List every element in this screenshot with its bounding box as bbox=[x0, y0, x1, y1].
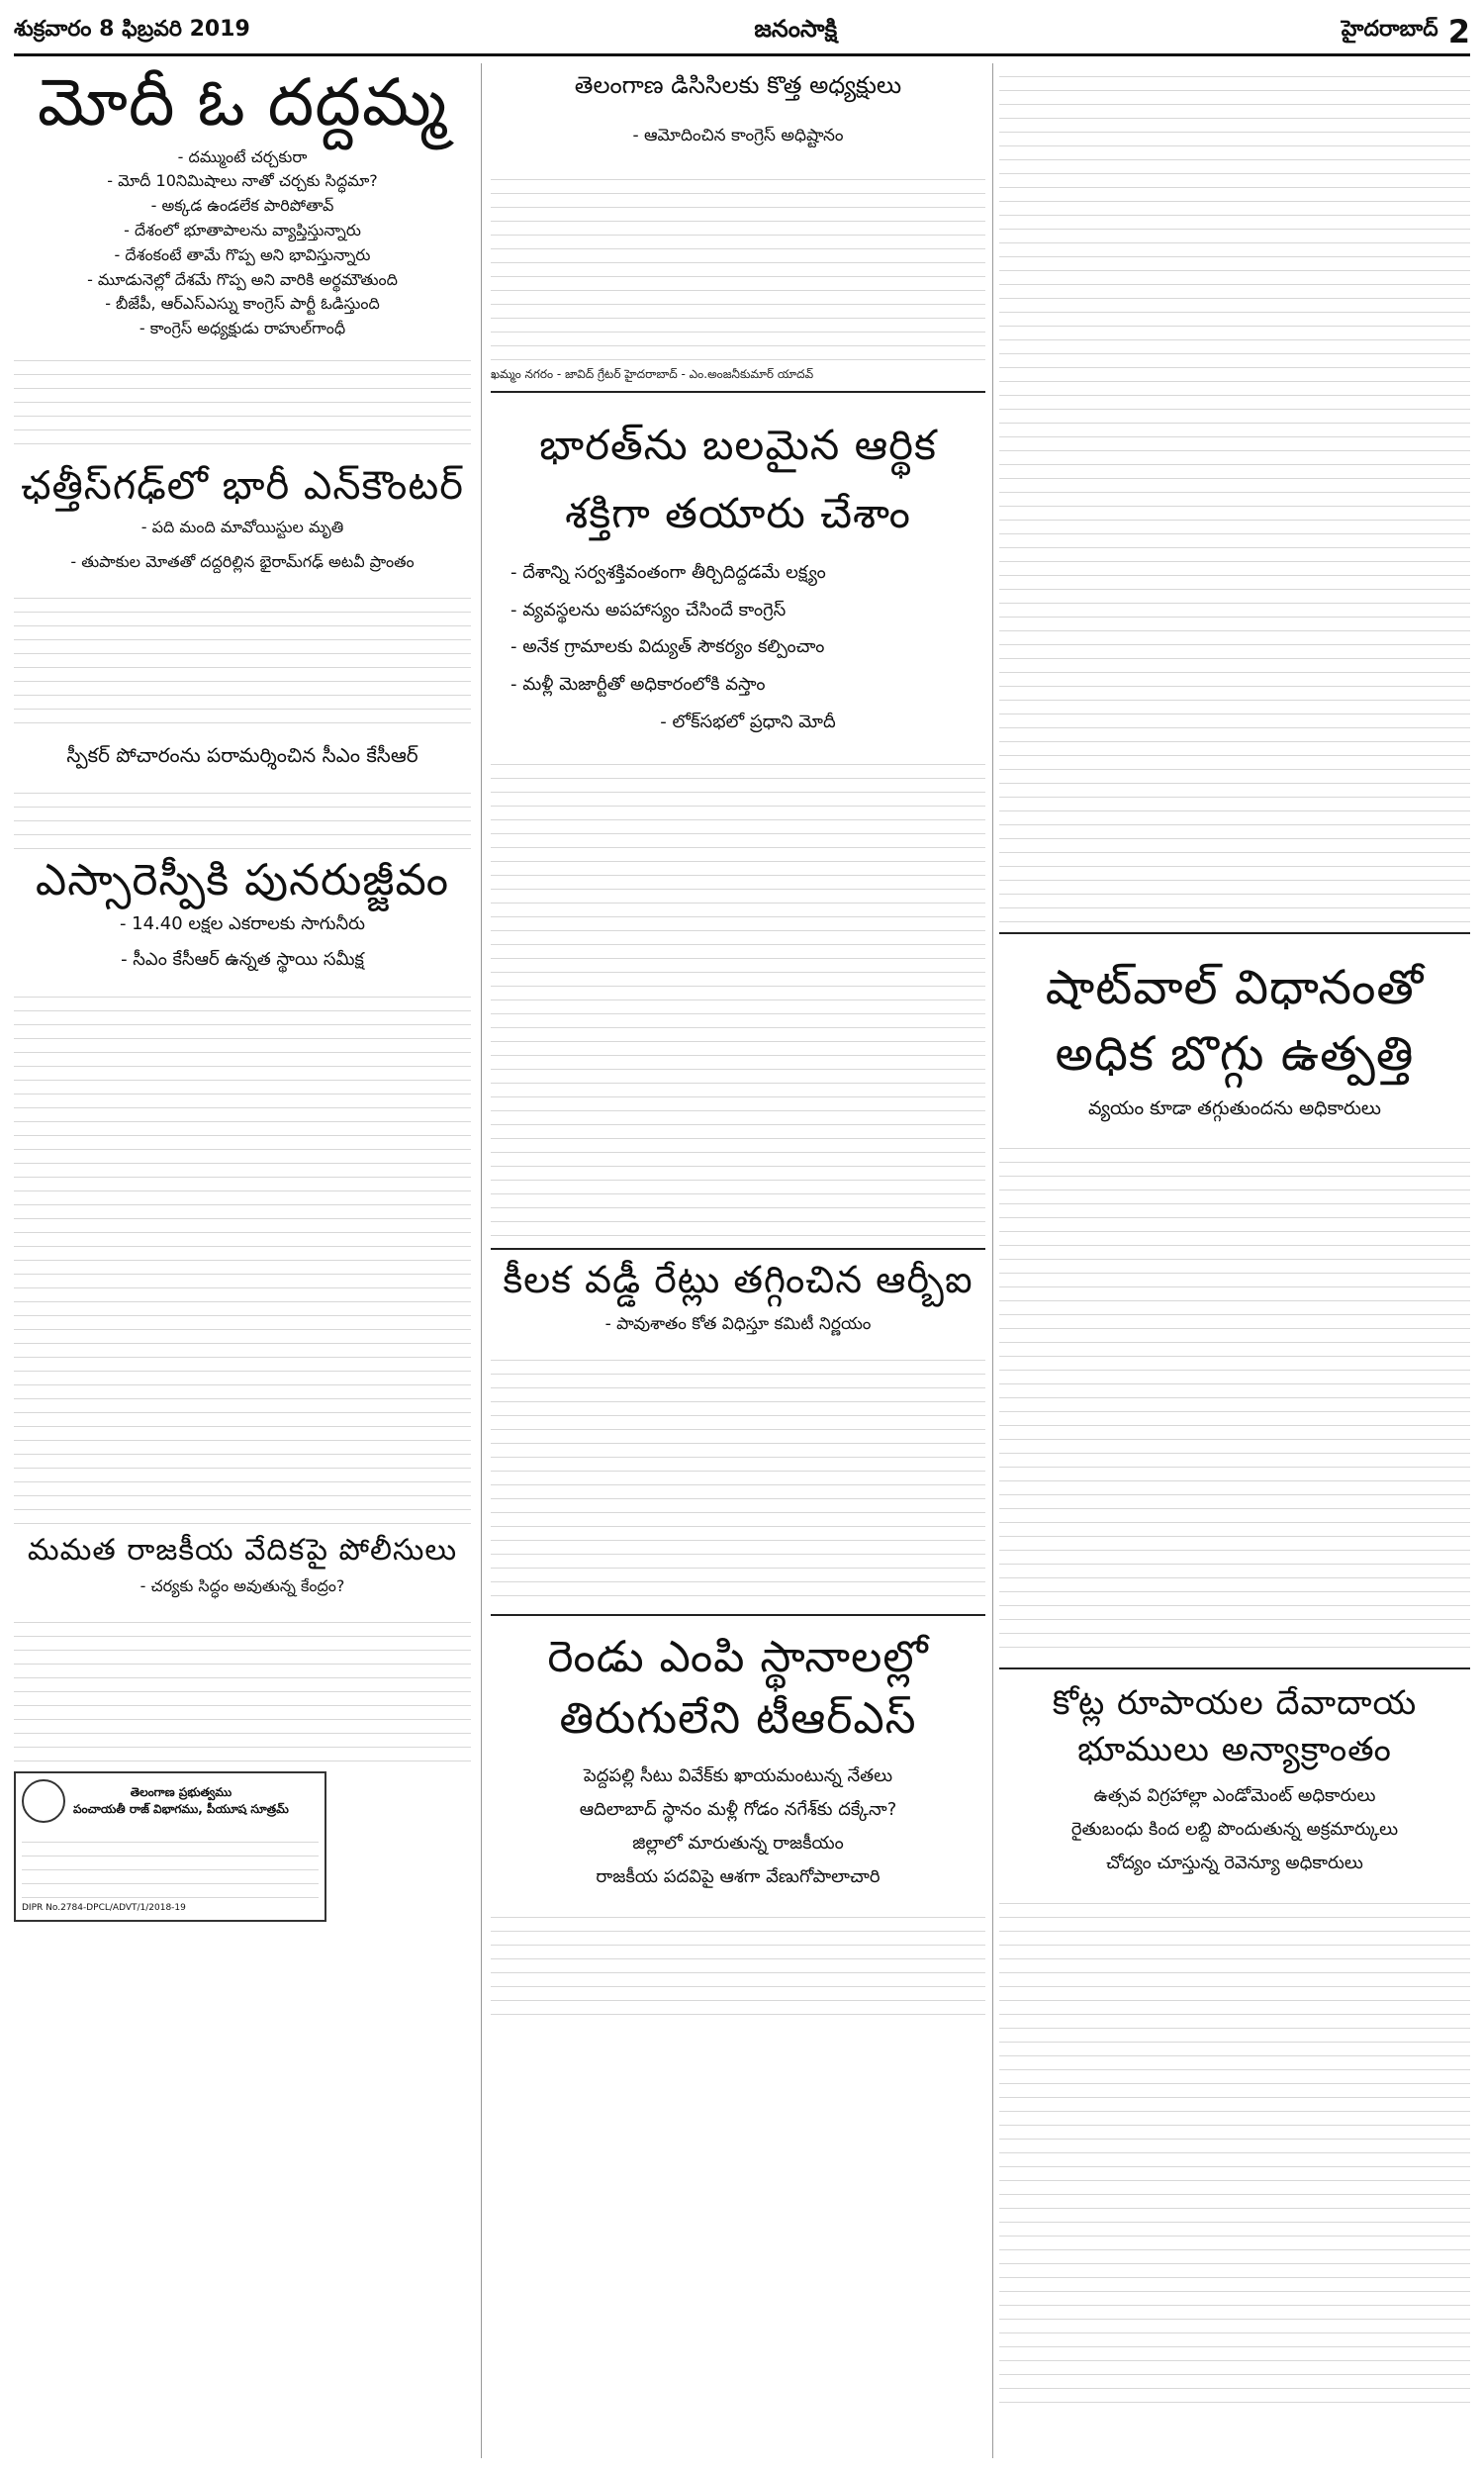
ad-department: తెలంగాణ ప్రభుత్వము bbox=[130, 1784, 232, 1799]
headline-speaker: స్పీకర్ పోచారంను పరామర్శించిన సీఎం కేసీఆర్ bbox=[66, 742, 418, 767]
headline-economy-2: శక్తిగా తయారు చేశాం bbox=[565, 488, 911, 537]
headline-rbi: కీలక వడ్డీ రేట్లు తగ్గించిన ఆర్బీఐ bbox=[503, 1257, 974, 1301]
deck-temple bbox=[999, 1779, 1470, 1881]
deck-line: చోద్యం చూస్తున్న రెవెన్యూ అధికారులు bbox=[1106, 1853, 1363, 1874]
deck-line: - తుపాకుల మోతతో దద్దరిల్లిన భైరామ్‌గఢ్ అటవీ ప్రాంతం bbox=[70, 551, 415, 571]
government-notice-ad bbox=[14, 1771, 326, 1923]
article-body-chhattisgarh bbox=[14, 585, 471, 735]
section-rule bbox=[491, 1248, 985, 1250]
column-divider bbox=[992, 63, 993, 2458]
deck-mamata bbox=[14, 1574, 471, 1599]
issue-date: శుక్రవారం 8 ఫిబ్రవరి 2019 bbox=[14, 17, 250, 42]
deck-line: - దేశంలో భూతాపాలను వ్యాప్తిస్తున్నారు bbox=[124, 220, 361, 239]
deck-line: - దమ్ముంటే చర్చకురా bbox=[177, 146, 308, 166]
article-body-coal bbox=[999, 1135, 1470, 1660]
deck-line: - 14.40 లక్షల ఎకరాలకు సాగునీరు bbox=[119, 912, 366, 934]
article-body-top-right bbox=[999, 63, 1470, 924]
masthead bbox=[14, 10, 1470, 56]
deck-line: - చర్యకు సిద్ధం అవుతున్న కేంద్రం? bbox=[139, 1575, 345, 1595]
headline-dcc: తెలంగాణ డిసిసిలకు కొత్త అధ్యక్షులు bbox=[574, 71, 902, 99]
deck-line: - పది మంది మావోయిస్టుల మృతి bbox=[140, 517, 344, 536]
deck-economy bbox=[491, 554, 985, 741]
headline-srsp: ఎస్సారెస్పీకి పునరుజ్జీవం bbox=[35, 854, 450, 905]
deck-coal: వ్యయం కూడా తగ్గుతుందను అధికారులు bbox=[1088, 1096, 1381, 1119]
deck-line: - దేశంకంటే తామే గొప్ప అని భావిస్తున్నారు bbox=[114, 244, 371, 264]
column-middle bbox=[491, 63, 985, 2023]
deck-line: - వ్యవస్థలను అపహాస్యం చేసిందే కాంగ్రెస్ bbox=[510, 599, 787, 620]
deck-line: ఉత్సవ విగ్రహాల్లా ఎండోమెంట్ అధికారులు bbox=[1093, 1784, 1376, 1806]
article-body-trs bbox=[491, 1904, 985, 2023]
headline-coal-1: షాట్‌వాల్ విధానంతో bbox=[1045, 960, 1425, 1015]
deck-line: - లోక్‌సభలో ప్రధాని మోదీ bbox=[660, 711, 836, 732]
deck-rbi: - పావుశాతం కోత విధిస్తూ కమిటీ నిర్ణయం bbox=[604, 1313, 872, 1334]
deck-line: - దేశాన్ని సర్వశక్తివంతంగా తీర్చిదిద్దడమే లక్ష్యం bbox=[510, 561, 826, 583]
article-body-mamata bbox=[14, 1609, 471, 1761]
ad-body bbox=[22, 1829, 319, 1898]
deck-line: - మళ్లీ మెజార్టీతో అధికారంలోకి వస్తాం bbox=[510, 674, 766, 696]
deck-line: - సీఎం కేసీఆర్ ఉన్నత స్థాయి సమీక్ష bbox=[121, 948, 364, 970]
column-left bbox=[14, 63, 471, 1922]
edition-city-name: హైదరాబాద్ bbox=[1341, 17, 1438, 42]
section-rule bbox=[491, 391, 985, 393]
deck-line: - అక్కడ ఉండలేక పారిపోతావ్ bbox=[150, 196, 334, 216]
deck-line: పెద్దపల్లి సీటు వివేక్‌కు ఖాయమంటున్న నేతలు bbox=[583, 1764, 893, 1786]
headline-temple-2: భూములు అన్యాక్రాంతం bbox=[1077, 1730, 1392, 1770]
article-body-temple bbox=[999, 1890, 1470, 2407]
deck-chhattisgarh bbox=[14, 516, 471, 575]
edition-city bbox=[1342, 13, 1470, 50]
deck-dcc: - ఆమోదించిన కాంగ్రెస్ అధిష్టానం bbox=[632, 126, 844, 145]
headline-coal-2: అధిక బొగ్గు ఉత్పత్తి bbox=[1055, 1025, 1415, 1082]
article-body-speaker bbox=[14, 780, 471, 849]
deck-trs bbox=[491, 1760, 985, 1895]
deck-line: - మూడునెల్లో దేశమే గొప్ప అని వారికి అర్థమౌతుంది bbox=[87, 269, 398, 289]
headline-economy-1: భారత్‌ను బలమైన ఆర్థిక bbox=[539, 421, 937, 470]
section-rule bbox=[999, 932, 1470, 934]
ad-dipr-number: DIPR No.2784-DPCL/ADVT/1/2018-19 bbox=[22, 1902, 186, 1913]
deck-modi-list bbox=[14, 145, 471, 341]
headline-trs-2: తిరుగులేని టీఆర్ఎస్ bbox=[559, 1693, 917, 1745]
page-number: 2 bbox=[1447, 13, 1470, 50]
article-body-dcc bbox=[491, 166, 985, 364]
section-rule bbox=[999, 1667, 1470, 1669]
deck-line: - బీజేపీ, ఆర్ఎస్ఎస్ను కాంగ్రెస్ పార్టీ ఓడిస్తుంది bbox=[105, 294, 380, 314]
column-divider bbox=[481, 63, 482, 2458]
deck-srsp bbox=[14, 910, 471, 974]
headline-modi: మోదీ ఓ దద్దమ్మ bbox=[37, 64, 448, 141]
column-right bbox=[999, 63, 1470, 2407]
article-body-economy bbox=[491, 751, 985, 1240]
deck-line: ఆదిలాబాద్ స్థానం మళ్లీ గోడం నగేశ్‌కు దక్కేనా? bbox=[579, 1798, 897, 1820]
article-body-srsp bbox=[14, 984, 471, 1524]
section-rule bbox=[491, 1614, 985, 1616]
headline-temple-1: కోట్ల రూపాయల దేవాదాయ bbox=[1052, 1683, 1418, 1724]
deck-line: - మోదీ 10నిమిషాలు నాతో చర్చకు సిద్ధమా? bbox=[107, 171, 378, 191]
article-body-rbi bbox=[491, 1347, 985, 1606]
article-body-modi bbox=[14, 347, 471, 454]
deck-line: రైతుబంధు కింద లబ్ది పొందుతున్న అక్రమార్కులు bbox=[1070, 1819, 1399, 1840]
deck-line: రాజకీయ పదవిపై ఆశగా వేణుగోపాలాచారి bbox=[596, 1866, 881, 1888]
newspaper-logo: జనంసాక్షి bbox=[754, 15, 838, 43]
headline-chhattisgarh: ఛత్తీస్‌గఢ్‌లో భారీ ఎన్‌కౌంటర్ bbox=[21, 462, 464, 509]
deck-line: - కాంగ్రెస్ అధ్యక్షుడు రాహుల్‌గాంధీ bbox=[139, 319, 346, 338]
deck-line: జిల్లాలో మారుతున్న రాజకీయం bbox=[632, 1833, 844, 1855]
ad-office: పంచాయతీ రాజ్ విభాగము, పీయూష సూత్రమ్ bbox=[73, 1801, 289, 1816]
dcc-footer-line: ఖమ్మం నగరం - జావిద్ గ్రేటర్ హైదరాబాద్ - ఎం.అంజనీకుమార్ యాదవ్ bbox=[491, 367, 814, 382]
headline-trs-1: రెండు ఎంపి స్థానాలల్లో bbox=[547, 1631, 929, 1682]
deck-line: - అనేక గ్రామాలకు విద్యుత్ సౌకర్యం కల్పించాం bbox=[510, 636, 825, 658]
headline-mamata: మమత రాజకీయ వేదికపై పోలీసులు bbox=[27, 1532, 458, 1568]
government-seal-icon bbox=[22, 1779, 65, 1823]
